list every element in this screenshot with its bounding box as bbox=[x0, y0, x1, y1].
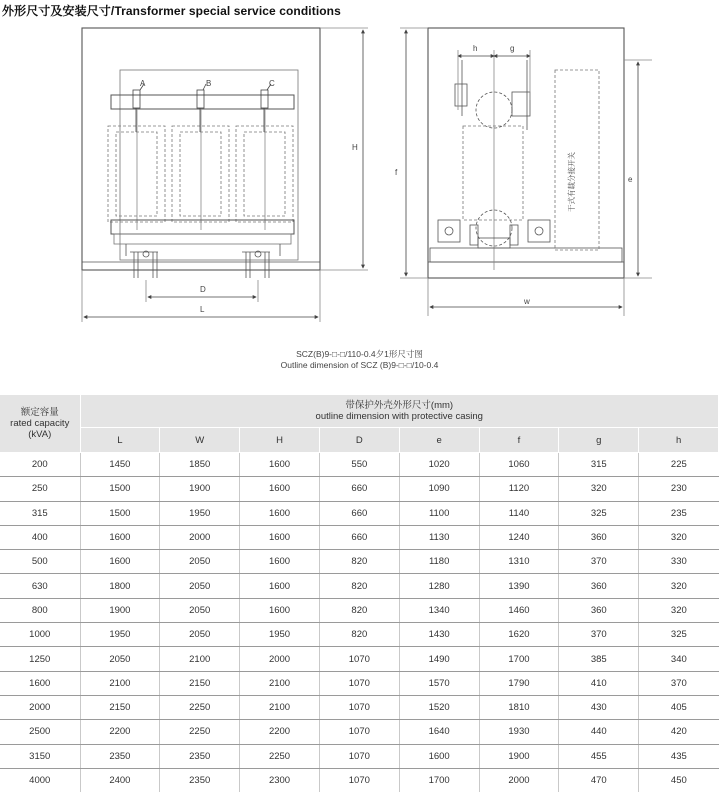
dimension-cell: 405 bbox=[639, 695, 719, 719]
dimension-cell: 385 bbox=[559, 647, 639, 671]
dimension-cell: 1600 bbox=[240, 574, 320, 598]
dimension-cell: 1310 bbox=[479, 550, 559, 574]
dimension-cell: 1070 bbox=[319, 671, 399, 695]
dimension-cell: 1490 bbox=[399, 647, 479, 671]
dimension-cell: 2250 bbox=[240, 744, 320, 768]
dimension-cell: 1520 bbox=[399, 695, 479, 719]
dimension-cell: 1600 bbox=[80, 550, 160, 574]
label-dim-h-front: H bbox=[352, 143, 358, 152]
dimension-cell: 1450 bbox=[80, 453, 160, 477]
dimension-cell: 2250 bbox=[160, 695, 240, 719]
table-row bbox=[0, 550, 719, 574]
dimension-cell: 1020 bbox=[399, 453, 479, 477]
dimension-cell: 1620 bbox=[479, 623, 559, 647]
dimension-cell: 1070 bbox=[319, 695, 399, 719]
dimension-cell: 2000 bbox=[479, 768, 559, 792]
dimension-cell: 1500 bbox=[80, 501, 160, 525]
capacity-cell: 1000 bbox=[0, 623, 80, 647]
capacity-cell: 1250 bbox=[0, 647, 80, 671]
dimension-cell: 370 bbox=[559, 550, 639, 574]
dimension-cell: 1100 bbox=[399, 501, 479, 525]
capacity-cell: 500 bbox=[0, 550, 80, 574]
dimension-cell: 1090 bbox=[399, 477, 479, 501]
side-view bbox=[400, 28, 652, 316]
table-row bbox=[0, 695, 719, 719]
dimension-cell: 360 bbox=[559, 525, 639, 549]
hv-terminals bbox=[133, 84, 271, 132]
dimension-cell: 1950 bbox=[160, 501, 240, 525]
dimension-cell: 660 bbox=[319, 525, 399, 549]
label-dim-h-side: h bbox=[473, 44, 477, 53]
dimension-cell: 1180 bbox=[399, 550, 479, 574]
dimension-cell: 1340 bbox=[399, 598, 479, 622]
dimension-cell: 340 bbox=[639, 647, 719, 671]
dimension-cell: 2100 bbox=[240, 695, 320, 719]
dimension-cell: 1900 bbox=[479, 744, 559, 768]
dimension-cell: 1600 bbox=[399, 744, 479, 768]
dimension-cell: 550 bbox=[319, 453, 399, 477]
dimension-cell: 1600 bbox=[80, 525, 160, 549]
top-yoke bbox=[111, 95, 294, 109]
label-dim-w: w bbox=[523, 297, 530, 306]
front-frame bbox=[120, 70, 298, 260]
column-header-D: D bbox=[319, 428, 399, 453]
dimension-cell: 1900 bbox=[80, 598, 160, 622]
dimension-cell: 1240 bbox=[479, 525, 559, 549]
dimension-cell: 820 bbox=[319, 574, 399, 598]
dimension-cell: 2100 bbox=[160, 647, 240, 671]
dimension-cell: 360 bbox=[559, 598, 639, 622]
label-dim-g: g bbox=[510, 44, 514, 53]
dimension-cell: 1930 bbox=[479, 720, 559, 744]
capacity-cell: 1600 bbox=[0, 671, 80, 695]
dimension-cell: 2050 bbox=[160, 574, 240, 598]
dimension-cell: 1070 bbox=[319, 768, 399, 792]
dimension-cell: 1850 bbox=[160, 453, 240, 477]
dimension-cell: 2350 bbox=[80, 744, 160, 768]
capacity-cell: 200 bbox=[0, 453, 80, 477]
dimension-cell: 1430 bbox=[399, 623, 479, 647]
dimension-cell: 2100 bbox=[80, 671, 160, 695]
label-dim-f: f bbox=[395, 168, 398, 177]
dimension-group-header: 带保护外壳外形尺寸(mm) outline dimension with protective casing bbox=[80, 395, 719, 428]
dimension-cell: 1810 bbox=[479, 695, 559, 719]
table-row bbox=[0, 744, 719, 768]
dimension-cell: 2000 bbox=[160, 525, 240, 549]
dimension-cell: 435 bbox=[639, 744, 719, 768]
dimension-cell: 1280 bbox=[399, 574, 479, 598]
dimension-cell: 1950 bbox=[240, 623, 320, 647]
dimension-cell: 1070 bbox=[319, 720, 399, 744]
dimension-cell: 1600 bbox=[240, 501, 320, 525]
front-wheels bbox=[130, 251, 270, 278]
dimension-cell: 2150 bbox=[160, 671, 240, 695]
capacity-cell: 2000 bbox=[0, 695, 80, 719]
page-title: 外形尺寸及安装尺寸/Transformer special service conditions bbox=[2, 2, 341, 19]
dimension-cell: 2300 bbox=[240, 768, 320, 792]
capacity-cell: 315 bbox=[0, 501, 80, 525]
dimension-cell: 1640 bbox=[399, 720, 479, 744]
dimension-cell: 2050 bbox=[80, 647, 160, 671]
column-header-h: h bbox=[639, 428, 719, 453]
dimension-table bbox=[0, 395, 719, 792]
dimension-cell: 1790 bbox=[479, 671, 559, 695]
dimension-cell: 660 bbox=[319, 477, 399, 501]
table-row bbox=[0, 623, 719, 647]
dimension-cell: 1060 bbox=[479, 453, 559, 477]
table-row bbox=[0, 647, 719, 671]
dimension-cell: 2400 bbox=[80, 768, 160, 792]
dimension-cell: 2350 bbox=[160, 768, 240, 792]
figure-caption-cn: SCZ(B)9-□-□/110-0.4夕1形尺寸图 bbox=[0, 349, 719, 360]
dimension-cell: 2200 bbox=[80, 720, 160, 744]
front-view-labels bbox=[140, 79, 358, 314]
table-row bbox=[0, 671, 719, 695]
column-header-H: H bbox=[240, 428, 320, 453]
dimension-cell: 2250 bbox=[160, 720, 240, 744]
label-phase-b: B bbox=[206, 79, 211, 88]
capacity-cell: 2500 bbox=[0, 720, 80, 744]
dimension-cell: 325 bbox=[559, 501, 639, 525]
side-view-labels bbox=[395, 44, 633, 306]
dimension-cell: 230 bbox=[639, 477, 719, 501]
table-row bbox=[0, 477, 719, 501]
dimension-cell: 455 bbox=[559, 744, 639, 768]
dimension-cell: 1390 bbox=[479, 574, 559, 598]
dimension-cell: 820 bbox=[319, 623, 399, 647]
dimension-cell: 2050 bbox=[160, 550, 240, 574]
label-dim-l: L bbox=[200, 305, 205, 314]
column-header-f: f bbox=[479, 428, 559, 453]
dimension-cell: 660 bbox=[319, 501, 399, 525]
dimension-cell: 330 bbox=[639, 550, 719, 574]
side-casing bbox=[428, 28, 624, 278]
dimension-cell: 1600 bbox=[240, 525, 320, 549]
dimension-cell: 430 bbox=[559, 695, 639, 719]
dimension-cell: 820 bbox=[319, 598, 399, 622]
dimension-cell: 1600 bbox=[240, 598, 320, 622]
dimension-cell: 225 bbox=[639, 453, 719, 477]
dimension-cell: 2200 bbox=[240, 720, 320, 744]
dimension-cell: 1800 bbox=[80, 574, 160, 598]
capacity-header: 额定容量 rated capacity (kVA) bbox=[0, 395, 80, 453]
dimension-cell: 450 bbox=[639, 768, 719, 792]
dimension-cell: 1070 bbox=[319, 744, 399, 768]
dimension-cell: 2000 bbox=[240, 647, 320, 671]
front-view bbox=[82, 28, 368, 322]
dimension-cell: 1600 bbox=[240, 550, 320, 574]
dimension-cell: 1140 bbox=[479, 501, 559, 525]
dimension-cell: 1600 bbox=[240, 453, 320, 477]
dimension-cell: 410 bbox=[559, 671, 639, 695]
dimension-cell: 1070 bbox=[319, 647, 399, 671]
capacity-cell: 3150 bbox=[0, 744, 80, 768]
capacity-cell: 630 bbox=[0, 574, 80, 598]
dimension-cell: 2350 bbox=[160, 744, 240, 768]
capacity-cell: 400 bbox=[0, 525, 80, 549]
bottom-yoke bbox=[111, 220, 294, 234]
label-phase-c: C bbox=[269, 79, 275, 88]
dimension-cell: 1570 bbox=[399, 671, 479, 695]
column-header-g: g bbox=[559, 428, 639, 453]
table-row bbox=[0, 768, 719, 792]
dimension-cell: 1600 bbox=[240, 477, 320, 501]
capacity-cell: 250 bbox=[0, 477, 80, 501]
label-dim-e: e bbox=[628, 175, 633, 184]
label-tap-changer: 干式有载分接开关 bbox=[566, 152, 576, 212]
column-header-L: L bbox=[80, 428, 160, 453]
dimension-cell: 320 bbox=[639, 525, 719, 549]
dimension-cell: 1130 bbox=[399, 525, 479, 549]
column-header-row bbox=[0, 428, 719, 453]
dimension-cell: 360 bbox=[559, 574, 639, 598]
dimension-cell: 420 bbox=[639, 720, 719, 744]
dimension-cell: 320 bbox=[639, 598, 719, 622]
dimension-cell: 315 bbox=[559, 453, 639, 477]
capacity-cell: 800 bbox=[0, 598, 80, 622]
dimension-cell: 2150 bbox=[80, 695, 160, 719]
table-row bbox=[0, 574, 719, 598]
column-header-W: W bbox=[160, 428, 240, 453]
table-row bbox=[0, 453, 719, 477]
dimension-cell: 2100 bbox=[240, 671, 320, 695]
table-body bbox=[0, 453, 719, 792]
figure-caption-en: Outline dimension of SCZ (B)9-□-□/10-0.4 bbox=[0, 360, 719, 371]
dimension-cell: 1460 bbox=[479, 598, 559, 622]
table-row bbox=[0, 598, 719, 622]
dimension-cell: 470 bbox=[559, 768, 639, 792]
dimension-cell: 325 bbox=[639, 623, 719, 647]
dimension-cell: 235 bbox=[639, 501, 719, 525]
capacity-cell: 4000 bbox=[0, 768, 80, 792]
table-row bbox=[0, 720, 719, 744]
dimension-cell: 1700 bbox=[399, 768, 479, 792]
dimension-cell: 1120 bbox=[479, 477, 559, 501]
dimension-cell: 1500 bbox=[80, 477, 160, 501]
table-row bbox=[0, 501, 719, 525]
label-dim-d: D bbox=[200, 285, 206, 294]
table-row bbox=[0, 525, 719, 549]
outline-drawing bbox=[0, 20, 719, 340]
dimension-cell: 370 bbox=[639, 671, 719, 695]
dimension-cell: 2050 bbox=[160, 623, 240, 647]
dimension-cell: 440 bbox=[559, 720, 639, 744]
dimension-cell: 370 bbox=[559, 623, 639, 647]
dimension-cell: 820 bbox=[319, 550, 399, 574]
dimension-cell: 320 bbox=[559, 477, 639, 501]
label-phase-a: A bbox=[140, 79, 146, 88]
column-header-e: e bbox=[399, 428, 479, 453]
dimension-cell: 1950 bbox=[80, 623, 160, 647]
dimension-cell: 1900 bbox=[160, 477, 240, 501]
dimension-cell: 1700 bbox=[479, 647, 559, 671]
dimension-cell: 2050 bbox=[160, 598, 240, 622]
dimension-cell: 320 bbox=[639, 574, 719, 598]
